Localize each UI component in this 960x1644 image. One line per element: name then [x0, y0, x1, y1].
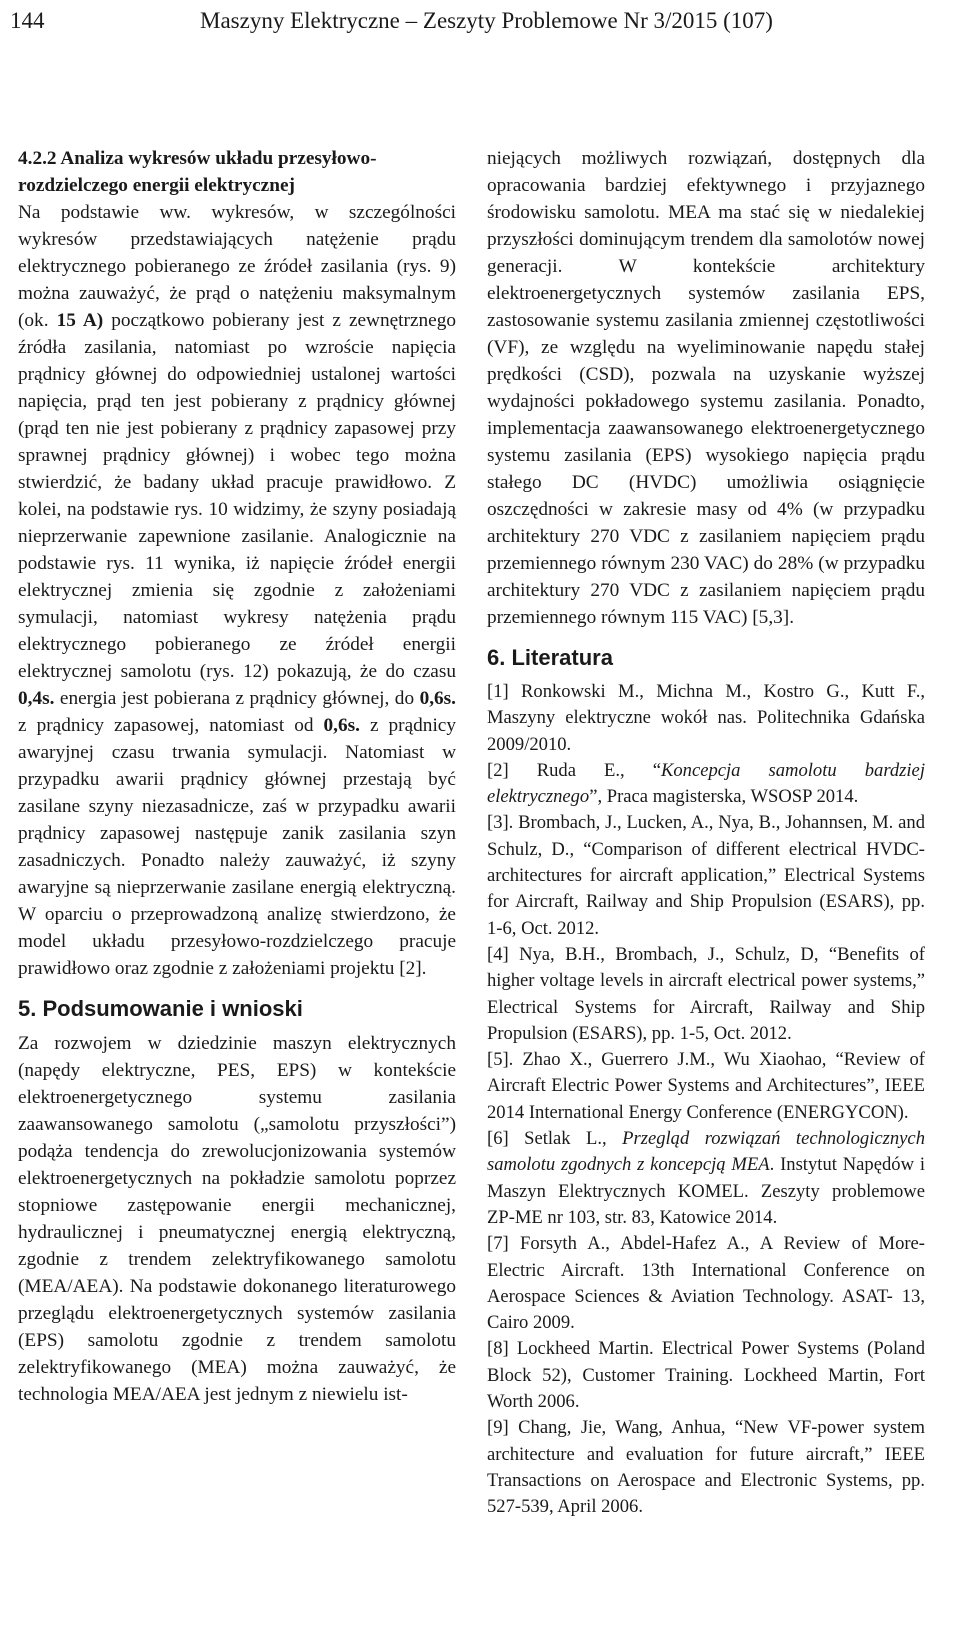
bold-value: 0,4s. — [18, 688, 55, 709]
subsection-heading: 4.2.2 Analiza wykresów układu przesyłowo-rozdzielczego energii elektrycznej — [18, 148, 377, 196]
text-run: [2] Ruda E., “ — [487, 759, 661, 781]
running-title: Maszyny Elektryczne – Zeszyty Problemowe Nr 3/2015 (107) — [200, 8, 773, 33]
conclusions-paragraph: Za rozwojem w dziedzinie maszyn elektrycznych (napędy elektryczne, PES, EPS) w kontekście elektroenergetycznego systemu zasilania zaawansowanego samolotu („samolotu przyszłości”) podąża tendencja do zrewolucjonizowania systemów elektroenergetycznych na pokładzie samolotu poprzez stopniowe zastępowanie energii mechanicznej, hydraulicznej i pneumatycznej energią elektryczną, zgodnie z trendem zelektryfikowanego samolotu (MEA/AEA). Na podstawie dokonanego literaturowego przeglądu elektroenergetycznych systemów zasilania (EPS) samolotu zgodnie z trendem samolotu zelektryfikowanego (MEA) można zauważyć, że technologia MEA/AEA jest jednym z niewielu ist- — [18, 1033, 456, 1405]
italic-title: Przegląd rozwiązań technologicznych samolotu zgodnych z koncepcją MEA — [487, 1128, 925, 1176]
analysis-paragraph — [18, 199, 456, 982]
reference-9: [9] Chang, Jie, Wang, Anhua, “New VF-power system architecture and evaluation for future aircraft,” IEEE Transactions on Aerospace and Electronic Systems, pp. 527-539, April 2006. — [487, 1417, 925, 1518]
bold-value: 0,6s. — [419, 688, 456, 709]
left-column — [18, 145, 456, 1408]
running-header — [10, 4, 950, 44]
bold-value: 0,6s. — [323, 715, 360, 736]
text-run: z prądnicy awaryjnej czasu trwania symulacji. Natomiast w przypadku awarii prądnicy głównej przestają być zasilane szyny niezasadnicze, zaś w przypadku awarii prądnicy zapasowej następuje zanik zasilania szyn zasadniczych. Ponadto należy zauważyć, iż szyny awaryjne są nieprzerwanie zasilane energią elektryczną. W oparciu o przeprowadzoną analizę stwierdzono, że model układu przesyłowo-rozdzielczego pracuje prawidłowo oraz zgodnie z założeniami projektu [2]. — [18, 715, 456, 979]
bold-value: 15 A) — [56, 310, 104, 331]
text-run: [6] Setlak L., — [487, 1128, 623, 1150]
conclusions-continued-paragraph: niejących możliwych rozwiązań, dostępnych dla opracowania bardziej efektywnego i przyjaznego środowisku samolotu. MEA ma stać się w niedalekiej przyszłości dominującym trendem dla samolotów nowej generacji. W kontekście architektury elektroenergetycznych systemów zasilania EPS, zastosowanie systemu zasilania zmiennej częstotliwości (VF), ze względu na wyeliminowanie napędu stałej prędkości (CSD), pozwala na uzyskanie wyższej wydajności pokładowego systemu zasilania. Ponadto, implementacja zaawansowanego elektroenergetycznego systemu zasilania (EPS) wysokiego napięcia prądu stałego DC (HVDC) umożliwia osiągnięcie oszczędności w zakresie masy od 4% (w przypadku architektury 270 VDC z zasilaniem napięciem prądu przemiennego równym 230 VAC) do 28% (w przypadku architektury 270 VDC z zasilaniem napięciem prądu przemiennego równym 115 VAC) [5,3]. — [487, 148, 925, 628]
reference-5: [5]. Zhao X., Guerrero J.M., Wu Xiaohao, “Review of Aircraft Electric Power Systems and Architectures”, IEEE 2014 International Energy Conference (ENERGYCON). — [487, 1049, 925, 1123]
text-run: z prądnicy zapasowej, natomiast od — [18, 715, 324, 736]
reference-7: [7] Forsyth A., Abdel-Hafez A., A Review of More-Electric Aircraft. 13th International Conference on Aerospace Sciences & Aviation Technology. ASAT- 13, Cairo 2009. — [487, 1233, 925, 1334]
reference-1: [1] Ronkowski M., Michna M., Kostro G., Kutt F., Maszyny elektryczne wokół nas. Politechnika Gdańska 2009/2010. — [487, 681, 925, 755]
section-heading-literature: 6. Literatura — [487, 645, 613, 670]
section-heading-conclusions: 5. Podsumowanie i wnioski — [18, 996, 303, 1021]
reference-8: [8] Lockheed Martin. Electrical Power Systems (Poland Block 52), Customer Training. Lockheed Martin, Fort Worth 2006. — [487, 1338, 925, 1413]
reference-3: [3]. Brombach, J., Lucken, A., Nya, B., Johannsen, M. and Schulz, D., “Comparison of different electrical HVDC-architectures for aircraft application,” Electrical Systems for Aircraft, Railway and Ship Propulsion (ESARS), pp. 1-6, Oct. 2012. — [487, 812, 925, 939]
right-column — [487, 145, 925, 1521]
reference-2 — [487, 758, 925, 811]
reference-4: [4] Nya, B.H., Brombach, J., Schulz, D, “Benefits of higher voltage levels in aircraft electrical power systems,” Electrical Systems for Aircraft, Railway and Ship Propulsion (ESARS), pp. 1-5, Oct. 2012. — [487, 943, 925, 1044]
text-run: . Instytut Napędów i Maszyn Elektrycznych KOMEL. Zeszyty problemowe ZP-ME nr 103, str. 83, Katowice 2014. — [487, 1154, 926, 1228]
text-run: początkowo pobierany jest z zewnętrznego źródła zasilania, natomiast po wzroście napięcia prądnicy głównej do odpowiedniej ustalonej wartości napięcia, prąd ten jest pobierany z prądnicy głównej (prąd ten nie jest pobierany z prądnicy zapasowej przy sprawnej prądnicy głównej) i wobec tego można stwierdzić, że badany układ pracuje prawidłowo. Z kolei, na podstawie rys. 10 widzimy, że szyny posiadają nieprzerwanie zapewnione zasilanie. Analogicznie na podstawie rys. 11 wynika, iż napięcie źródeł energii elektrycznej zmienia się zgodnie z założeniami symulacji, natomiast wykresy natężenia prądu elektrycznego pobieranego ze źródeł energii elektrycznej samolotu (rys. 12) pokazują, że do czasu — [18, 310, 456, 682]
text-run: energia jest pobierana z prądnicy głównej, do — [54, 688, 420, 709]
page-number: 144 — [10, 8, 45, 33]
italic-title: Koncepcja samolotu bardziej elektrycznego — [487, 759, 925, 808]
reference-6 — [487, 1126, 925, 1231]
text-run: ”, Praca magisterska, WSOSP 2014. — [589, 786, 859, 808]
text-run: Na podstawie ww. wykresów, w szczególności wykresów przedstawiających natężenie prądu elektrycznego pobieranego ze źródeł zasilania (rys. 9) można zauważyć, że prąd o natężeniu maksymalnym (ok. — [18, 202, 456, 331]
